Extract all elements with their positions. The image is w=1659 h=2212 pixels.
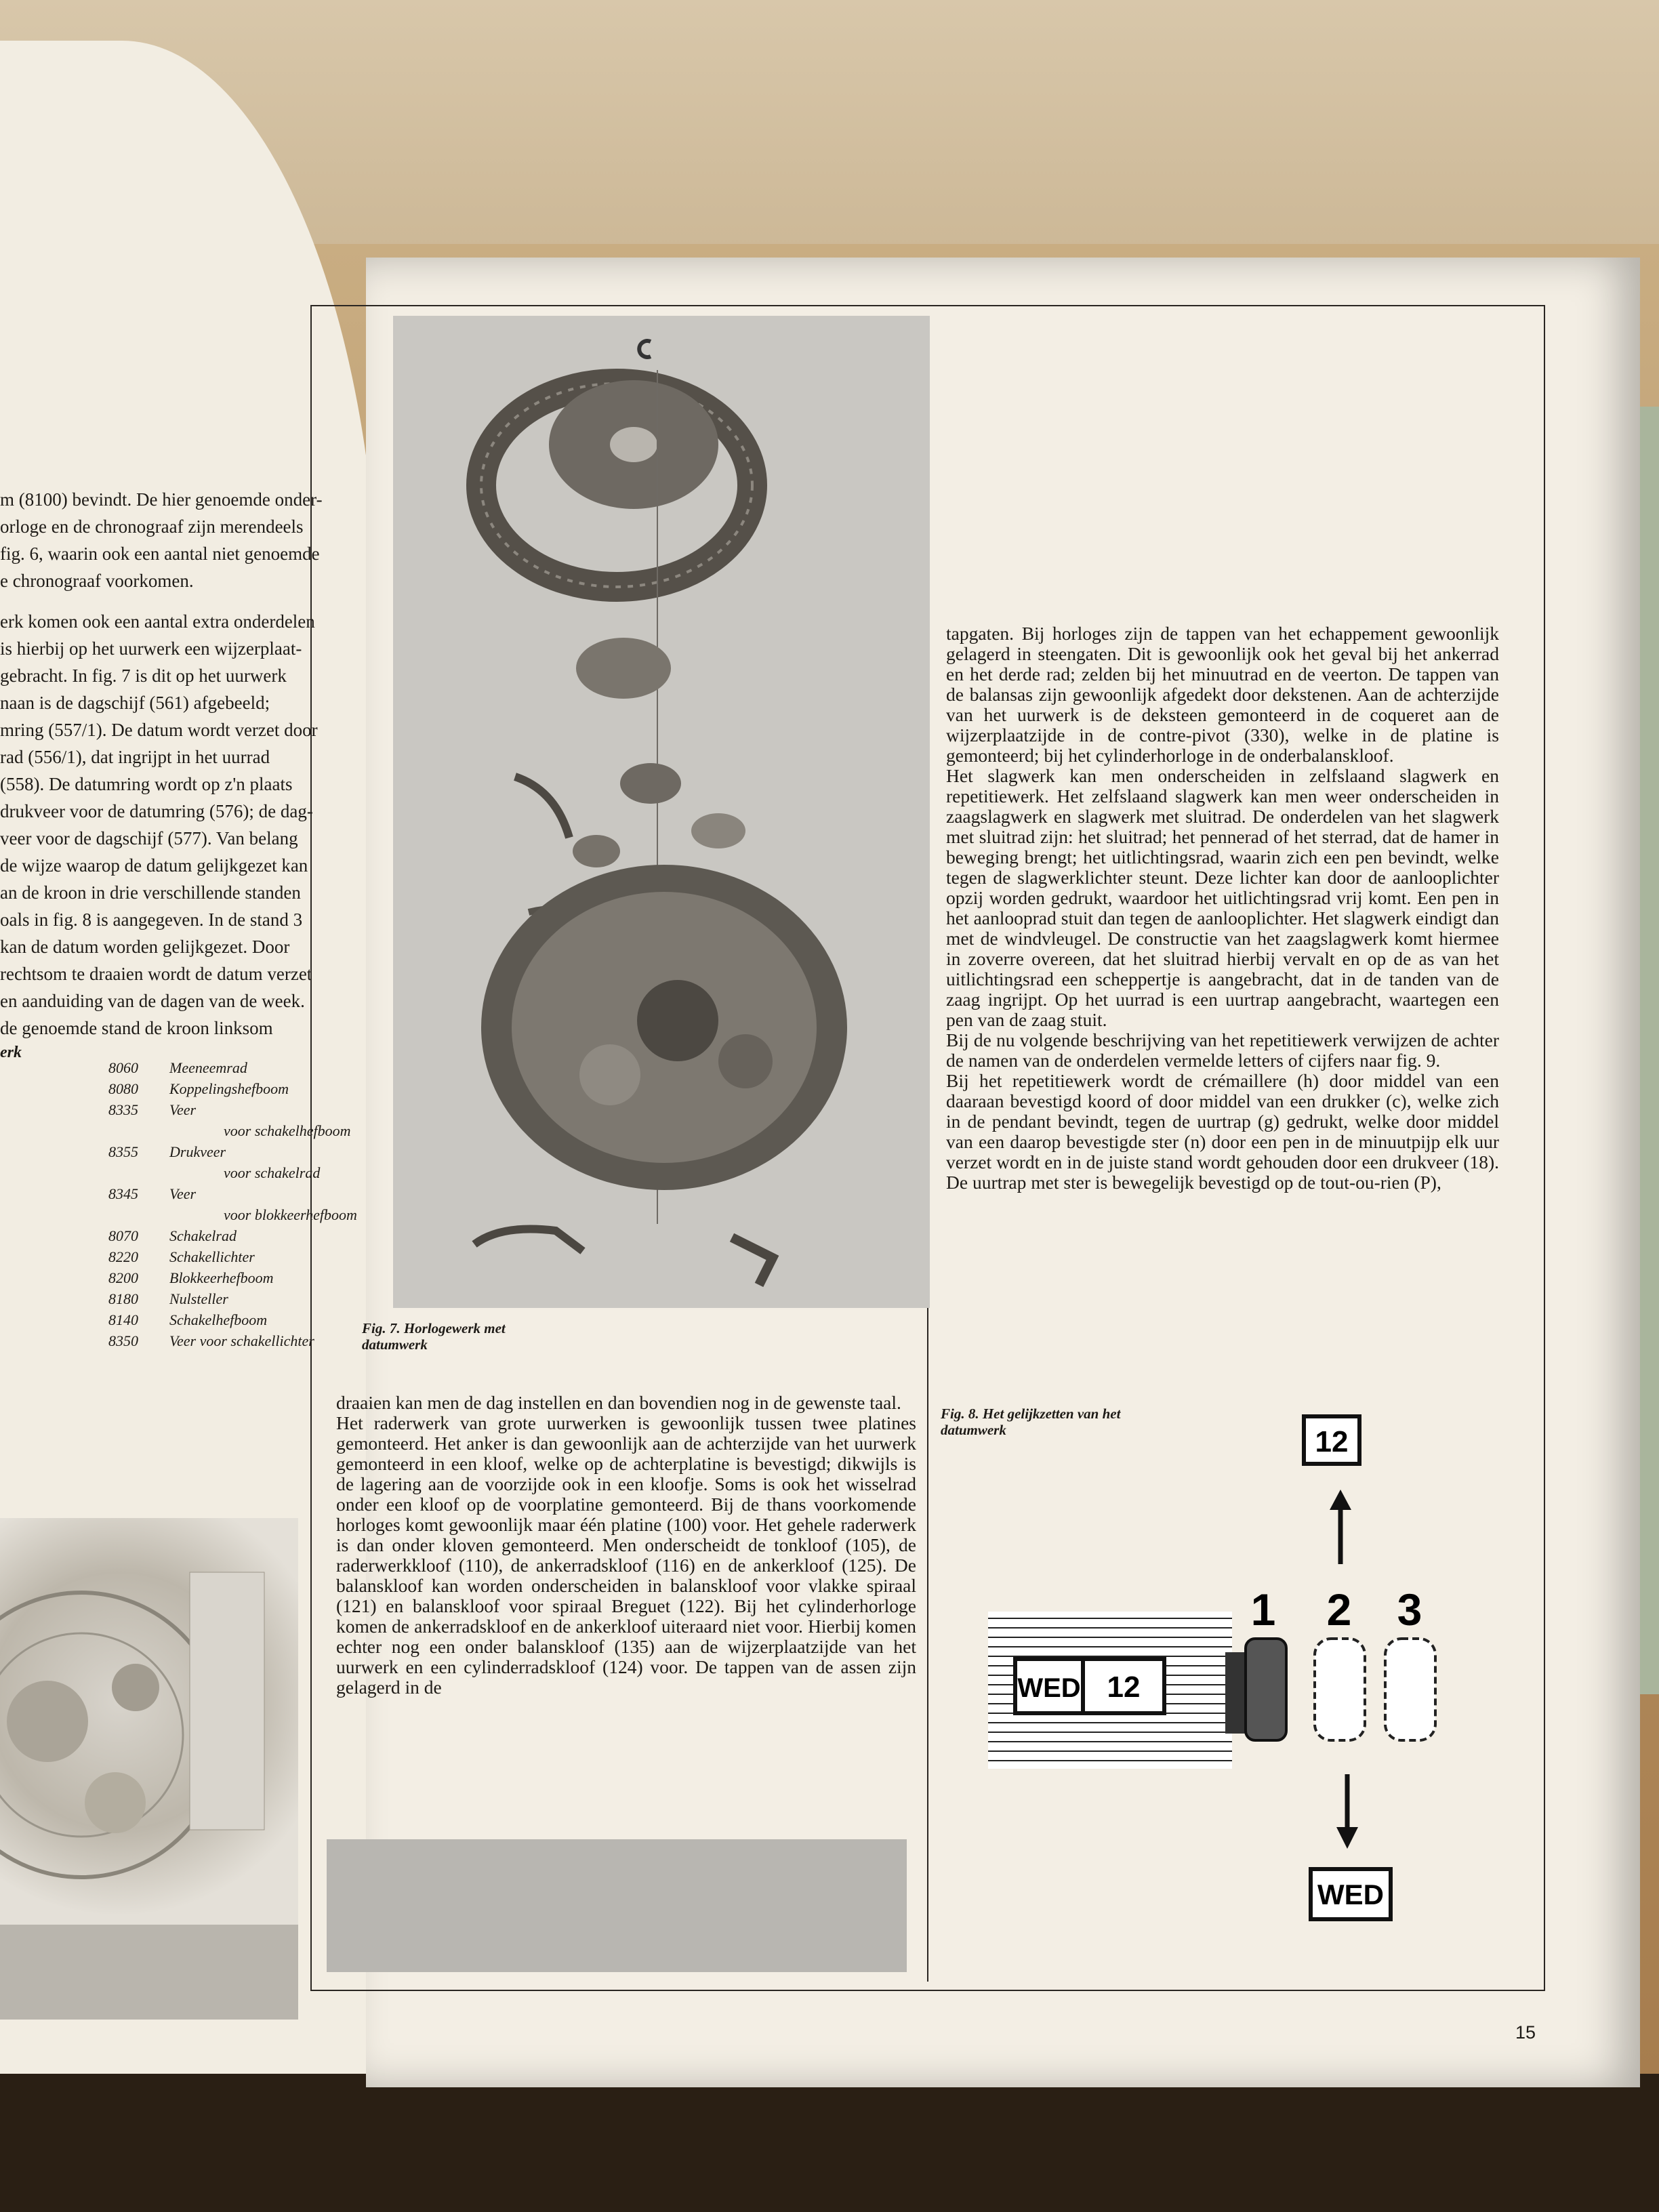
left-page-line: oals in fig. 8 is aangegeven. In de stand 3: [0, 909, 303, 930]
chronograph-drawing: [0, 1518, 298, 1925]
down-arrow-head-icon: [1336, 1827, 1358, 1849]
part-label: Blokkeerhefboom: [169, 1269, 274, 1286]
left-page-line: kan de datum worden gelijkgezet. Door: [0, 937, 290, 957]
left-page-line: de genoemde stand de kroon linksom: [0, 1018, 273, 1038]
crown-setting-diagram: [927, 1381, 1507, 1969]
part-number: [108, 1162, 169, 1183]
right-column-text: [946, 623, 1499, 1193]
part-number: 8350: [108, 1332, 138, 1349]
fig8-caption-line1: Fig. 8. Het gelijkzetten van het: [941, 1406, 1121, 1422]
left-page-line: en aanduiding van de dagen van de week.: [0, 991, 305, 1011]
position-2-label: 2: [1326, 1584, 1352, 1635]
fig7-caption-line1: Fig. 7. Horlogewerk met: [362, 1320, 506, 1336]
left-page-line: mring (557/1). De datum wordt verzet door: [0, 720, 318, 740]
left-page-line: m (8100) bevindt. De hier genoemde onder-: [0, 489, 323, 510]
part-number: [108, 1204, 169, 1225]
chronograph-movement-photo: [0, 1518, 298, 1925]
top-date-label: 12: [1315, 1425, 1349, 1458]
left-page-line: rechtsom te draaien wordt de datum verzet: [0, 964, 312, 984]
part-number: 8080: [108, 1080, 138, 1097]
left-page-line: an de kroon in drie verschillende standen: [0, 882, 301, 903]
part-label: voor schakelhefboom: [224, 1122, 351, 1139]
part-label: Nulsteller: [169, 1290, 228, 1307]
window-day-label: WED: [1017, 1673, 1081, 1703]
part-number: 8140: [108, 1311, 138, 1328]
left-page-line: (558). De datumring wordt op z'n plaats: [0, 774, 293, 794]
fig8-caption-line2: datumwerk: [941, 1422, 1006, 1438]
grey-placeholder-box: [327, 1839, 907, 1972]
part-label: Meeneemrad: [169, 1059, 247, 1076]
paragraph: Het slagwerk kan men onderscheiden in zelfslaand slagwerk en repetitiewerk. Het zelfslaand slagwerk kan men weer onderscheiden in zaagslagwerk en slagwerk met sluitrad. De onderdelen van het slagwerk met sluitrad zijn: het sluitrad; het pennerad of het sterrad, dat de hamer in beweging brengt; het uitlichtingsrad, waarin zich een pen bevindt, welke tegen de slagwerklichter steunt. Deze lichter kan door de aanlooplichter opzij worden gedrukt, waardoor het uitlichtingsrad vrij komt. Een pen in het aanlooprad stuit dan tegen de aanlooplichter. Het slagwerk eindigt dan met de windvleugel. De constructie van het zaagslagwerk komt hiermee in zoverre overeen, dat het sluitrad hierbij vervalt en op de as van het uitlichtingsrad een scheppertje is aangebracht, dat in de tanden van de zaag ingrijpt. Op het uurrad is een uurtrap aangebracht, waartegen een pen van de zaag stuit.: [946, 765, 1499, 1030]
part-label: Veer: [169, 1185, 197, 1202]
part-label: voor blokkeerhefboom: [224, 1206, 357, 1223]
paragraph: Bij het repetitiewerk wordt de crémaillere (h) door middel van een daaraan bevestigd koord of door middel van een drukker (c), welke zich in de pendant bevindt, tegen de uurtrap (g) gedrukt, welke door middel van een daarop bevestigde ster (n) door een pen in de minuutpijp elk uur verzet wordt en in de juiste stand wordt gehouden door een drukveer (18). De uurtrap met ster is bewegelijk bevestigd op de tout-ou-rien (P),: [946, 1070, 1499, 1193]
left-grey-box: [0, 1925, 298, 2020]
bottom-day-label: WED: [1317, 1879, 1384, 1910]
left-page-line: naan is de dagschijf (561) afgebeeld;: [0, 693, 270, 713]
left-list-heading: erk: [0, 1044, 22, 1061]
left-page-line: is hierbij op het uurwerk een wijzerplaat-: [0, 638, 302, 659]
part-number: 8200: [108, 1269, 138, 1286]
part-label: Drukveer: [169, 1143, 226, 1160]
position-1-label: 1: [1250, 1584, 1276, 1635]
left-page-line: gebracht. In fig. 7 is dit op het uurwerk: [0, 665, 287, 686]
fig7-caption: [362, 1320, 506, 1353]
crown-position-3-icon: [1385, 1639, 1435, 1740]
left-page-line: de wijze waarop de datum gelijkgezet kan: [0, 855, 308, 876]
window-date-label: 12: [1107, 1671, 1141, 1704]
page-number: 15: [1515, 2022, 1536, 2043]
part-number: 8070: [108, 1227, 138, 1244]
left-page-line: drukveer voor de datumring (576); de dag-: [0, 801, 313, 821]
part-number: [108, 1120, 169, 1141]
part-number: 8060: [108, 1059, 138, 1076]
part-label: voor schakelrad: [224, 1164, 321, 1181]
part-number: 8345: [108, 1185, 138, 1202]
part-number: 8355: [108, 1143, 138, 1160]
fig7-caption-line2: datumwerk: [362, 1336, 428, 1353]
position-3-label: 3: [1397, 1584, 1422, 1635]
part-number: 8335: [108, 1101, 138, 1118]
bottom-shadow: [0, 2074, 1659, 2212]
paragraph: Het raderwerk van grote uurwerken is gewoonlijk tussen twee platines gemonteerd. Het anker is dan gewoonlijk aan de achterzijde van het uurwerk gemonteerd in een kloof, welke op de achterplatine is bevestigd; dikwijls is de lagering aan de voorzijde ook in een kloofje. Soms is ook het wisselrad onder een kloof op de voorplatine gemonteerd. Bij de thans voorkomende horloges komt gewoonlijk maar één platine (100) voor. Het gehele raderwerk is dan onder kloven gemonteerd. Men onderscheidt de tonkloof (105), de raderwerkkloof (110), de ankerradskloof (116) en de ankerkloof (125). De balanskloof kan worden onderscheiden in balanskloof voor vlakke spiraal (121) en balanskloof voor spiraal Breguet (122). Bij het cylinderhorloge komen de ankerradskloof en de ankerkloof uiteraard niet voor. Hierbij komen echter nog een onder balanskloof (135) aan de wijzerplaatzijde van het uurwerk en een cylinderradskloof (124) voor. De tappen van de assen zijn gelagerd in de: [336, 1412, 916, 1698]
part-label: Veer voor schakellichter: [169, 1332, 314, 1349]
day-disc: [549, 380, 718, 509]
paragraph: tapgaten. Bij horloges zijn de tappen van het echappement gewoonlijk gelagerd in steengaten. Dit is gewoonlijk ook het geval bij het ankerrad en het derde rad; zelden bij het minuutrad en de veerton. De tappen van de balansas zijn gewoonlijk afgedekt door dekstenen. Aan de achterzijde van het uurwerk is de deksteen gemonteerd in de coqueret aan de wijzerplaatzijde in de contre-pivot (330), welke in de platine is gemonteerd; bij het cylinderhorloge in de onderbalanskloof.: [946, 623, 1499, 766]
part-number: 8180: [108, 1290, 138, 1307]
part-number: 8220: [108, 1248, 138, 1265]
left-page-line: rad (556/1), dat ingrijpt in het uurrad: [0, 747, 270, 767]
left-page-line: veer voor de dagschijf (577). Van belang: [0, 828, 298, 848]
crown-position-1-icon: [1246, 1639, 1286, 1740]
left-page-line: e chronograaf voorkomen.: [0, 571, 194, 591]
left-page-line: orloge en de chronograaf zijn merendeels: [0, 516, 304, 537]
paragraph: draaien kan men de dag instellen en dan bovendien nog in de gewenste taal.: [336, 1392, 901, 1413]
part-label: Schakelhefboom: [169, 1311, 268, 1328]
part-label: Veer: [169, 1101, 197, 1118]
part-label: Schakelrad: [169, 1227, 237, 1244]
part-label: Koppelingshefboom: [169, 1080, 289, 1097]
up-arrow-head-icon: [1330, 1490, 1351, 1510]
paragraph: Bij de nu volgende beschrijving van het repetitiewerk verwijzen de achter de namen van de onderdelen vermelde letters of cijfers naar fig. 9.: [946, 1029, 1499, 1071]
left-column-text: [336, 1393, 916, 1698]
fig7-photo: [393, 316, 930, 1308]
crown-position-2-icon: [1315, 1639, 1365, 1740]
fig8-diagram: [927, 1381, 1507, 1969]
left-page-line: fig. 6, waarin ook een aantal niet genoemde: [0, 544, 320, 564]
exploded-watch-movement: [393, 316, 930, 1308]
left-page-line: erk komen ook een aantal extra onderdelen: [0, 611, 315, 632]
part-label: Schakellichter: [169, 1248, 255, 1265]
